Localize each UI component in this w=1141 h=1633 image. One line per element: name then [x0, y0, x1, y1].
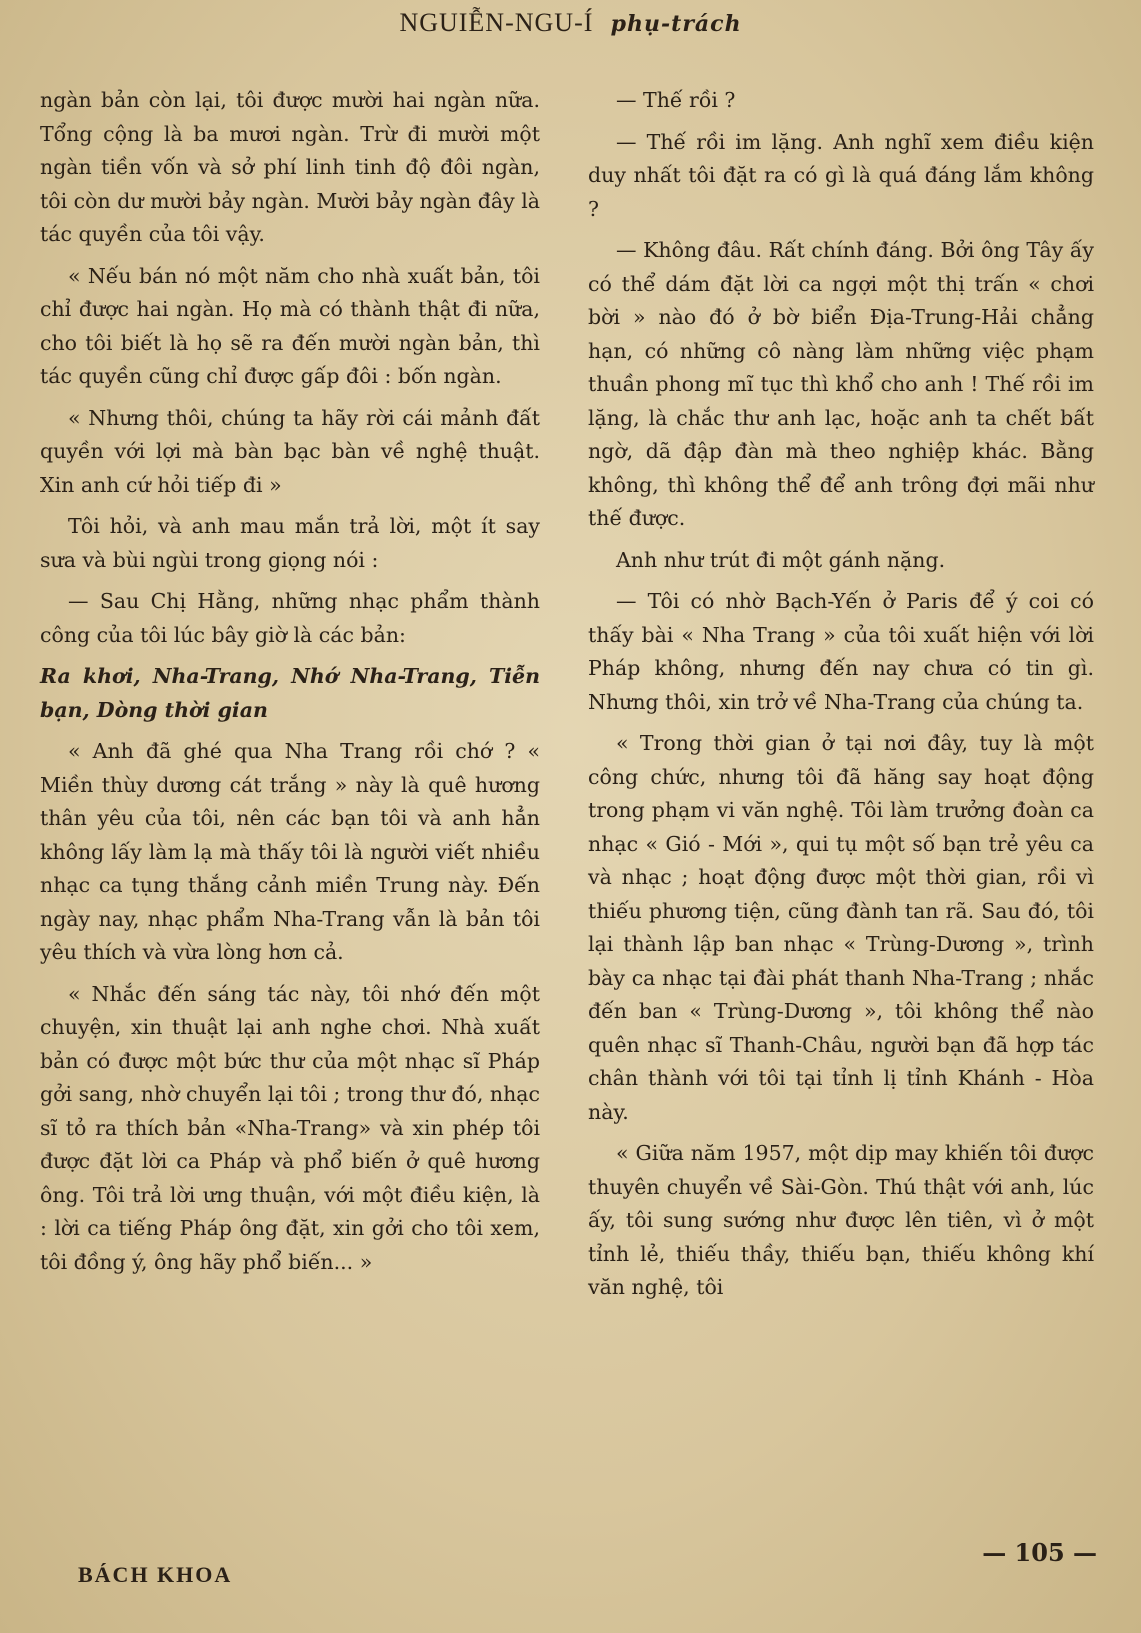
paragraph: — Sau Chị Hằng, những nhạc phẩm thành công của tôi lúc bây giờ là các bản:: [40, 589, 540, 647]
paragraph: « Trong thời gian ở tại nơi đây, tuy là một công chức, nhưng tôi đã hăng say hoạt động trong phạm vi văn nghệ. Tôi làm trưởng đoàn ca nhạc « Gió - Mới », qui tụ một số bạn trẻ yêu ca và nhạc ; hoạt động được một thời gian, rồi vì thiếu phương tiện, cũng đành tan rã. Sau đó, tôi lại thành lập ban nhạc « Trùng-Dương », trình bày ca nhạc tại đài phát thanh Nha-Trang ; nhắc đến ban « Trùng-Dương », tôi không thể nào quên nhạc sĩ Thanh-Châu, người bạn đã hợp tác chân thành với tôi tại tỉnh lị tỉnh Khánh - Hòa này.: [588, 731, 1094, 1124]
paragraph: « Nhắc đến sáng tác này, tôi nhớ đến một chuyện, xin thuật lại anh nghe chơi. Nhà xuất bản có được một bức thư của một nhạc sĩ Pháp gởi sang, nhờ chuyển lại tôi ; trong thư đó, nhạc sĩ tỏ ra thích bản «Nha-Trang» và xin phép tôi được đặt lời ca Pháp và phổ biến ở quê hương ông. Tôi trả lời ưng thuận, với một điều kiện, là : lời ca tiếng Pháp ông đặt, xin gởi cho tôi xem, tôi đồng ý, ông hãy phổ biến... »: [40, 981, 540, 1274]
right-column: [588, 84, 1094, 1313]
paragraph: « Nếu bán nó một năm cho nhà xuất bản, tôi chỉ được hai ngàn. Họ mà có thành thật đi nữa, cho tôi biết là họ sẽ ra đến mười ngàn bản, thì tác quyền cũng chỉ được gấp đôi : bốn ngàn.: [40, 263, 540, 388]
song-list: Ra khơi, Nha-Trang, Nhớ Nha-Trang, Tiễn bạn, Dòng thời gian: [40, 664, 540, 722]
left-column: [40, 84, 540, 1287]
paragraph: « Giữa năm 1957, một dịp may khiến tôi được thuyên chuyển về Sài-Gòn. Thú thật với anh, lúc ấy, tôi sung sướng như được lên tiên, vì ở một tỉnh lẻ, thiếu thầy, thiếu bạn, thiếu không khí văn nghệ, tôi: [588, 1141, 1094, 1299]
header-role: phụ-trách: [610, 11, 742, 37]
paragraph: — Thế rồi ?: [616, 88, 736, 112]
magazine-name: BÁCH KHOA: [78, 1562, 233, 1587]
paragraph: « Nhưng thôi, chúng ta hãy rời cái mảnh đất quyền với lợi mà bàn bạc bàn về nghệ thuật. Xin anh cứ hỏi tiếp đi »: [40, 405, 540, 497]
paragraph: Tôi hỏi, và anh mau mắn trả lời, một ít say sưa và bùi ngùi trong giọng nói :: [40, 514, 540, 572]
page-header: [0, 8, 1141, 38]
paragraph: — Không đâu. Rất chính đáng. Bởi ông Tây ấy có thể dám đặt lời ca ngợi một thị trấn « chơi bời » nào đó ở bờ biển Địa-Trung-Hải chẳng hạn, có những cô nàng làm những việc phạm thuần phong mĩ tục thì khổ cho anh ! Thế rồi im lặng, là chắc thư anh lạc, hoặc anh ta chết bất ngờ, dã đập đàn mà theo nghiệp khác. Bằng không, thì không thể để anh trông đợi mãi như thế được.: [588, 238, 1094, 530]
paragraph: — Thế rồi im lặng. Anh nghĩ xem điều kiện duy nhất tôi đặt ra có gì là quá đáng lắm không ?: [588, 129, 1094, 221]
paragraph: Anh như trút đi một gánh nặng.: [616, 547, 946, 572]
paragraph: — Tôi có nhờ Bạch-Yến ở Paris để ý coi có thấy bài « Nha Trang » của tôi xuất hiện với lời Pháp không, nhưng đến nay chưa có tin gì. Nhưng thôi, xin trở về Nha-Trang của chúng ta.: [588, 589, 1094, 714]
paragraph: ngàn bản còn lại, tôi được mười hai ngàn nữa. Tổng cộng là ba mươi ngàn. Trừ đi mười một ngàn tiền vốn và sở phí linh tinh độ đôi ngàn, tôi còn dư mười bảy ngàn. Mười bảy ngàn đây là tác quyền của tôi vậy.: [40, 88, 540, 246]
header-editor: NGUIỄN-NGU-Í: [399, 8, 594, 37]
paragraph: « Anh đã ghé qua Nha Trang rồi chớ ? « Miền thùy dương cát trắng » này là quê hương thân yêu của tôi, nên các bạn tôi và anh hẳn không lấy làm lạ mà thấy tôi là người viết nhiều nhạc ca tụng thắng cảnh miền Trung này. Đến ngày nay, nhạc phẩm Nha-Trang vẫn là bản tôi yêu thích và vừa lòng hơn cả.: [40, 739, 540, 964]
page-number: — 105 —: [982, 1538, 1097, 1567]
